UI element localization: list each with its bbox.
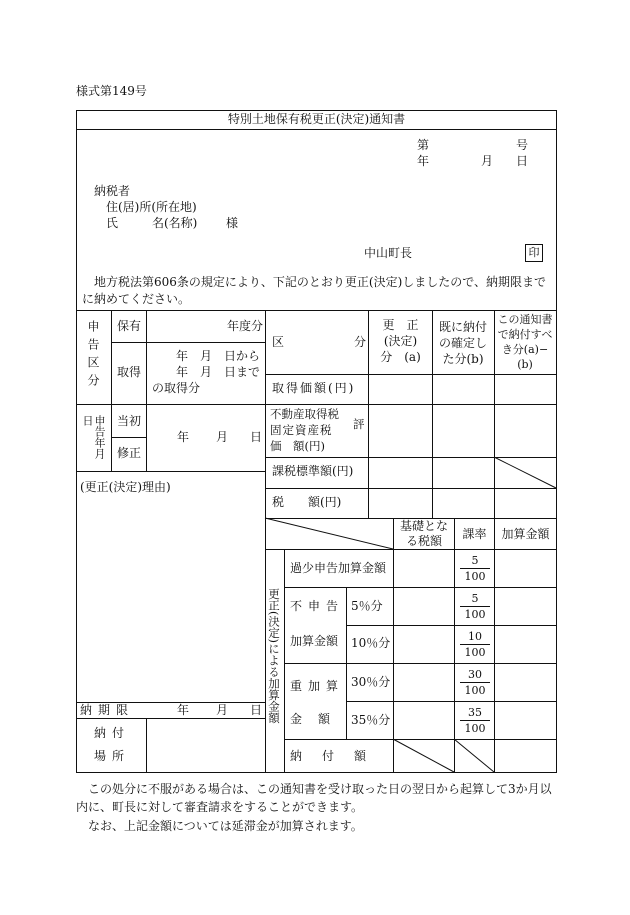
reason-label: (更正(決定)理由) <box>80 480 171 494</box>
kubun-label-a: 区 <box>272 335 285 349</box>
shusei-label: 修正 <box>117 446 142 460</box>
taxpayer-address-label: 住(居)所(所在地) <box>106 200 197 214</box>
shinkoku-nengappi-label: 申告年月日 <box>81 415 106 459</box>
kiso-zei-label: 基礎となる税額 <box>399 519 448 548</box>
nouhu-label: 納付 <box>94 726 131 740</box>
fushin-kasan-label: 加算金額 <box>290 634 339 648</box>
nouki-nichi: 日 <box>250 703 263 717</box>
footer-note-1: この処分に不服がある場合は、この通知書を受け取った日の翌日から起算して3か月以内に、町長に対して審査請求をすることができます。 <box>76 782 552 814</box>
form-number: 様式第149号 <box>76 84 147 98</box>
row-kotei: 固定資産税 <box>270 423 333 437</box>
col-kettei: (決定) <box>383 334 418 348</box>
taxpayer-label: 納税者 <box>94 184 131 198</box>
rate-num: 5 <box>471 592 479 605</box>
taxpayer-honorific: 様 <box>226 216 239 230</box>
col-kosei: 更 正 <box>382 318 419 332</box>
shinkoku-kubun-label: 申告区分 <box>86 320 100 392</box>
nouki-gatsu: 月 <box>216 703 229 717</box>
rate-fraction-4 <box>460 668 490 697</box>
taxpayer-name-label-1: 氏 <box>106 216 119 230</box>
rate-num: 5 <box>471 554 479 567</box>
nouki-nen: 年 <box>177 703 190 717</box>
row-kazei: 課税標準額(円) <box>272 464 354 478</box>
pct35-label: 35％分 <box>351 713 391 727</box>
shutoku-bun-label: の取得分 <box>152 381 201 395</box>
col-a: 分 (a) <box>380 350 421 364</box>
taxpayer-name-label-2: 名(名称) <box>152 216 198 230</box>
juu-kasan-label: 重加算 <box>290 679 345 693</box>
rate-fraction-2 <box>460 592 490 621</box>
intro-text: 地方税法第606条の規定により、下記のとおり更正(決定)しましたので、納期限までに納めてください。 <box>82 275 547 306</box>
rate-fraction-3 <box>460 630 490 659</box>
doc-no-suffix: 号 <box>516 138 529 152</box>
row-fudosan: 不動産取得税 <box>270 407 339 421</box>
kasan-kingaku-label: 加算金額 <box>501 527 550 541</box>
rate-num: 35 <box>468 706 482 719</box>
pct10-label: 10％分 <box>351 636 391 650</box>
nendo-bun-label: 年度分 <box>227 319 264 333</box>
rate-fraction-5 <box>460 706 490 735</box>
pct5-label: 5％分 <box>351 599 383 613</box>
date-day: 日 <box>516 154 529 168</box>
shutoku-label: 取得 <box>117 365 142 379</box>
kaze-ritsu-label: 課率 <box>462 527 487 541</box>
kasho-label: 過少申告加算金額 <box>290 561 387 575</box>
col-kakutei: 既に納付の確定した分(b) <box>438 320 487 366</box>
rate-den: 100 <box>464 722 486 735</box>
date-year: 年 <box>417 154 430 168</box>
hoyu-label: 保有 <box>117 319 142 333</box>
col-diff: この通知書で納付すべき分(a)−(b) <box>497 313 553 371</box>
rate-den: 100 <box>464 646 486 659</box>
shutoku-until: 年 月 日まで <box>176 365 261 379</box>
rate-den: 100 <box>464 570 486 583</box>
rate-fraction-1 <box>460 554 490 583</box>
rate-den: 100 <box>464 608 486 621</box>
toushoi-label: 当初 <box>117 414 142 428</box>
pct30-label: 30％分 <box>351 675 391 689</box>
row-kakaku: 価 額(円) <box>270 439 325 453</box>
row-hyo: 評 <box>353 417 365 431</box>
rate-den: 100 <box>464 684 486 697</box>
doc-no-prefix: 第 <box>417 138 430 152</box>
footer-note-2: なお、上記金額については延滞金が加算されます。 <box>88 819 363 833</box>
shutoku-from: 年 月 日から <box>176 349 261 363</box>
fushinkoku-label: 不申告 <box>290 599 345 613</box>
nen-label: 年 <box>177 430 190 444</box>
nouhu-gaku-label: 納 付 額 <box>290 749 371 763</box>
row-shutoku-kakaku: 取得価額(円) <box>272 381 356 395</box>
date-month: 月 <box>481 154 494 168</box>
row-zei: 税 額(円) <box>272 495 342 509</box>
kin-label: 金額 <box>290 712 347 726</box>
rate-num: 10 <box>468 630 482 643</box>
gatsu-label: 月 <box>216 430 229 444</box>
rate-num: 30 <box>468 668 482 681</box>
nouki-label: 納期限 <box>80 703 135 717</box>
nichi-label: 日 <box>250 430 263 444</box>
seal-mark: 印 <box>525 244 543 262</box>
kubun-label-b: 分 <box>354 335 367 349</box>
kasan-vertical-label: 更正(決定)による加算金額 <box>267 588 281 724</box>
document-title: 特別土地保有税更正(決定)通知書 <box>227 112 406 126</box>
issuer-name: 中山町長 <box>364 246 413 260</box>
basho-label: 場所 <box>94 749 131 763</box>
